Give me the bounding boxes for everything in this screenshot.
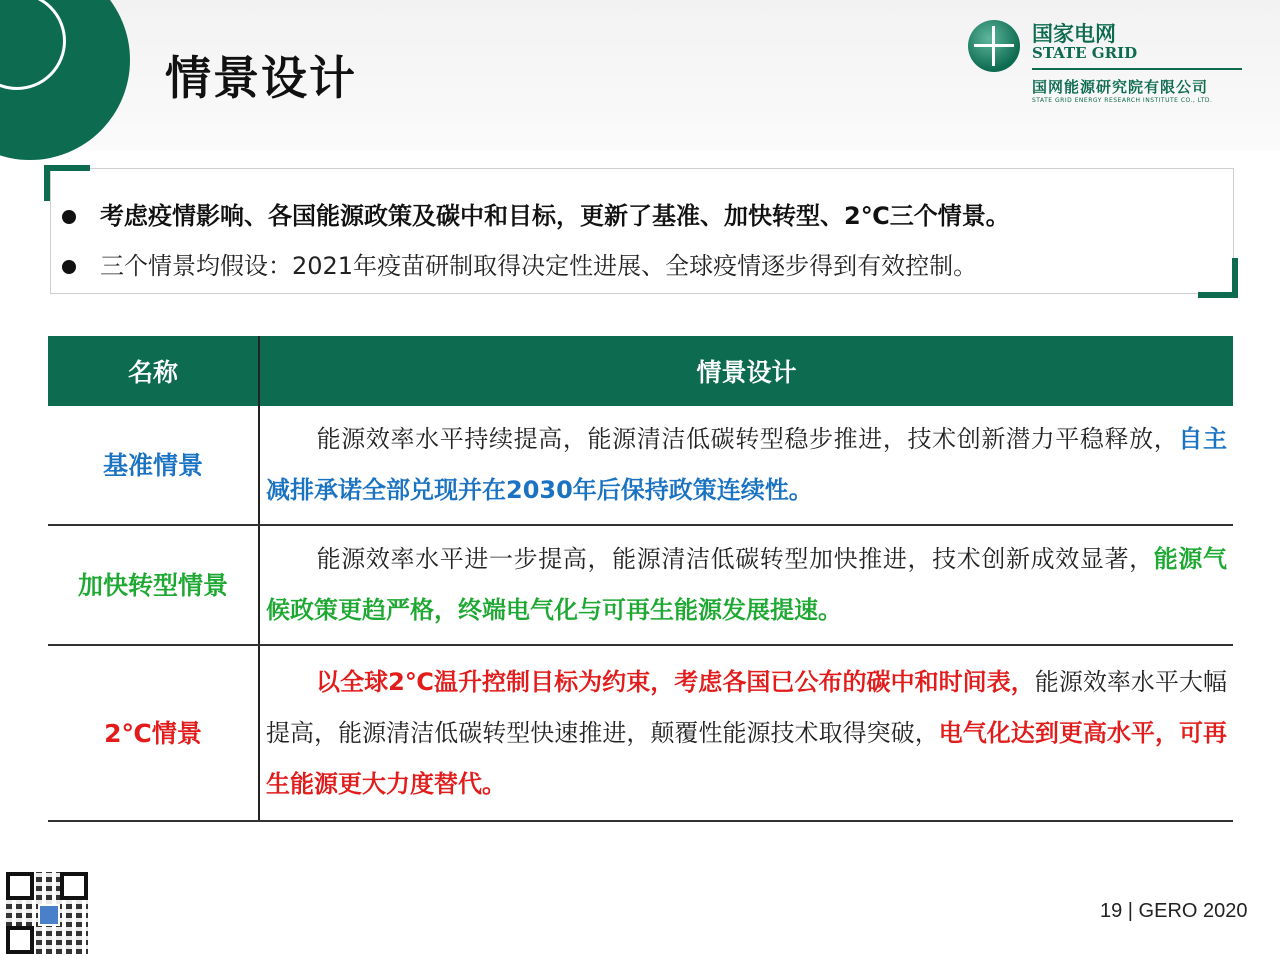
bullet-item: [62, 196, 1010, 231]
description-text: 能源效率水平大幅提高，能源清洁低碳转型快速推进，颠覆性能源技术取得突破，: [266, 667, 1228, 747]
scenario-table: [48, 336, 1233, 822]
header-logo-ring: [0, 0, 66, 90]
page-title: 情景设计: [165, 51, 357, 105]
scenario-description: [259, 406, 1233, 525]
corner-bracket-bottom-right: [1198, 258, 1238, 298]
qr-logo-icon: [38, 904, 60, 926]
table-row: [48, 645, 1233, 821]
scenario-description: [259, 645, 1233, 821]
bullet-dot-icon: [62, 210, 76, 224]
table-header-row: [48, 336, 1233, 406]
description-text: 能源效率水平持续提高，能源清洁低碳转型稳步推进，技术创新潜力平稳释放，: [316, 425, 1179, 453]
description-text: 能源效率水平进一步提高，能源清洁低碳转型加快推进，技术创新成效显著，: [316, 545, 1154, 573]
qr-finder-icon: [60, 872, 88, 900]
scenario-name: 2℃情景: [48, 645, 259, 821]
scenario-name: 基准情景: [48, 406, 259, 525]
scenario-name: 加快转型情景: [48, 525, 259, 645]
brand-name-en: STATE GRID: [1032, 44, 1138, 62]
description-highlight-lead: 以全球2℃温升控制目标为约束，考虑各国已公布的碳中和时间表，: [316, 667, 1035, 696]
bullet-text: 三个情景均假设：2021年疫苗研制取得决定性进展、全球疫情逐步得到有效控制。: [100, 252, 978, 280]
brand-company-en: STATE GRID ENERGY RESEARCH INSTITUTE CO., LTD.: [1032, 97, 1213, 104]
brand-divider: [1032, 68, 1242, 70]
description-highlight: 自主减排承诺全部兑现并在2030年后保持政策连续性。: [266, 425, 1228, 504]
table-row: [48, 525, 1233, 645]
brand-logo: [968, 18, 1258, 108]
description-highlight: 电气化达到更高水平，可再生能源更大力度替代。: [266, 718, 1228, 798]
column-header-name: 名称: [48, 336, 259, 406]
column-header-design: 情景设计: [259, 336, 1233, 406]
qr-finder-icon: [6, 926, 34, 954]
description-highlight: 能源气候政策更趋严格，终端电气化与可再生能源发展提速。: [266, 545, 1228, 624]
bullet-text: 考虑疫情影响、各国能源政策及碳中和目标，更新了基准、加快转型、2℃三个情景。: [100, 202, 1010, 230]
page-number: 19 | GERO 2020: [1100, 900, 1248, 922]
bullet-dot-icon: [62, 260, 76, 274]
globe-icon: [968, 20, 1020, 72]
brand-name-cn: 国家电网: [1032, 22, 1116, 46]
qr-finder-icon: [6, 872, 34, 900]
table-row: [48, 406, 1233, 525]
bullet-item: [62, 246, 977, 281]
scenario-description: [259, 525, 1233, 645]
brand-company-cn: 国网能源研究院有限公司: [1032, 78, 1209, 96]
